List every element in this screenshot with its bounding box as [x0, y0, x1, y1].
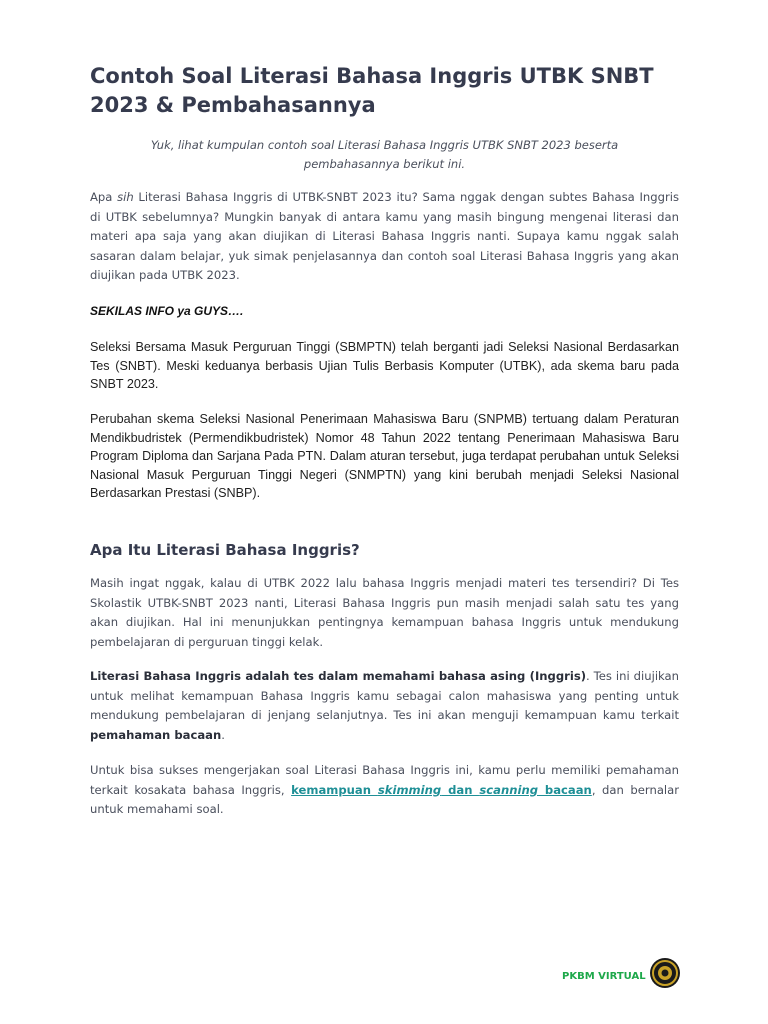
section-paragraph-2: Literasi Bahasa Inggris adalah tes dalam memahami bahasa asing (Inggris). Tes ini diujikan untuk melihat kemampuan Bahasa Inggris kamu sebagai calon mahasiswa yang penting untuk mendukung pembelajaran di jenjang selanjutnya. Tes ini akan menguji kemampuan kamu terkait pemahaman bacaan. — [90, 669, 680, 742]
info-paragraph-1: Seleksi Bersama Masuk Perguruan Tinggi (SBMPTN) telah berganti jadi Seleksi Nasional Berdasarkan Tes (SNBT). Meski keduanya berbasis Ujian Tulis Berbasis Komputer (UTBK), ada skema baru pada SNBT 2023. — [90, 340, 679, 391]
footer-brand — [560, 956, 684, 986]
section-paragraph-1: Masih ingat nggak, kalau di UTBK 2022 lalu bahasa Inggris menjadi materi tes tersendiri? Di Tes Skolastik UTBK-SNBT 2023 nanti, Literasi Bahasa Inggris pun masih menjadi salah satu tes yang akan diujikan. Hal ini menunjukkan pentingnya kemampuan bahasa Inggris untuk mendukung pembelajaran di perguruan tinggi kelak. — [90, 576, 679, 649]
brand-text: PKBM VIRTUAL — [562, 971, 646, 982]
info-paragraph-2: Perubahan skema Seleksi Nasional Penerimaan Mahasiswa Baru (SNPMB) tertuang dalam Peraturan Mendikbudristek (Permendikbudristek) Nomor 48 Tahun 2022 tentang Penerimaan Mahasiswa Baru Program Diploma dan Sarjana Pada PTN. Dalam aturan tersebut, juga terdapat perubahan untuk Seleksi Nasional Masuk Perguruan Tinggi Negeri (SNMPTN) yang kini berubah menjadi Seleksi Nasional Berdasarkan Prestasi (SNBP). — [90, 412, 679, 500]
section-heading: Apa Itu Literasi Bahasa Inggris? — [90, 541, 360, 559]
section-paragraph-3: Untuk bisa sukses mengerjakan soal Literasi Bahasa Inggris ini, kamu perlu memiliki pemahaman terkait kosakata bahasa Inggris, kemampuan skimming dan scanning bacaan, dan bernalar untuk memahami soal. — [90, 763, 680, 816]
info-heading: SEKILAS INFO ya GUYS…. — [90, 304, 244, 318]
intro-paragraph: Apa sih Literasi Bahasa Inggris di UTBK-SNBT 2023 itu? Sama nggak dengan subtes Bahasa Inggris di UTBK sebelumnya? Mungkin banyak di antara kamu yang masih bingung mengenai literasi dan materi apa saja yang akan diujikan di Literasi Bahasa Inggris nanti. Supaya kamu nggak salah sasaran dalam belajar, yuk simak penjelasannya dan contoh soal Literasi Bahasa Inggris yang akan diujikan pada UTBK 2023. — [90, 190, 679, 282]
skimming-scanning-link[interactable]: kemampuan skimming dan scanning bacaan — [291, 782, 592, 797]
lead-text: Yuk, lihat kumpulan contoh soal Literasi Bahasa Inggris UTBK SNBT 2023 beserta pembahasannya berikut ini. — [150, 138, 619, 171]
page-title: Contoh Soal Literasi Bahasa Inggris UTBK SNBT 2023 & Pembahasannya — [90, 64, 654, 117]
pkbm-logo-icon — [649, 957, 681, 989]
